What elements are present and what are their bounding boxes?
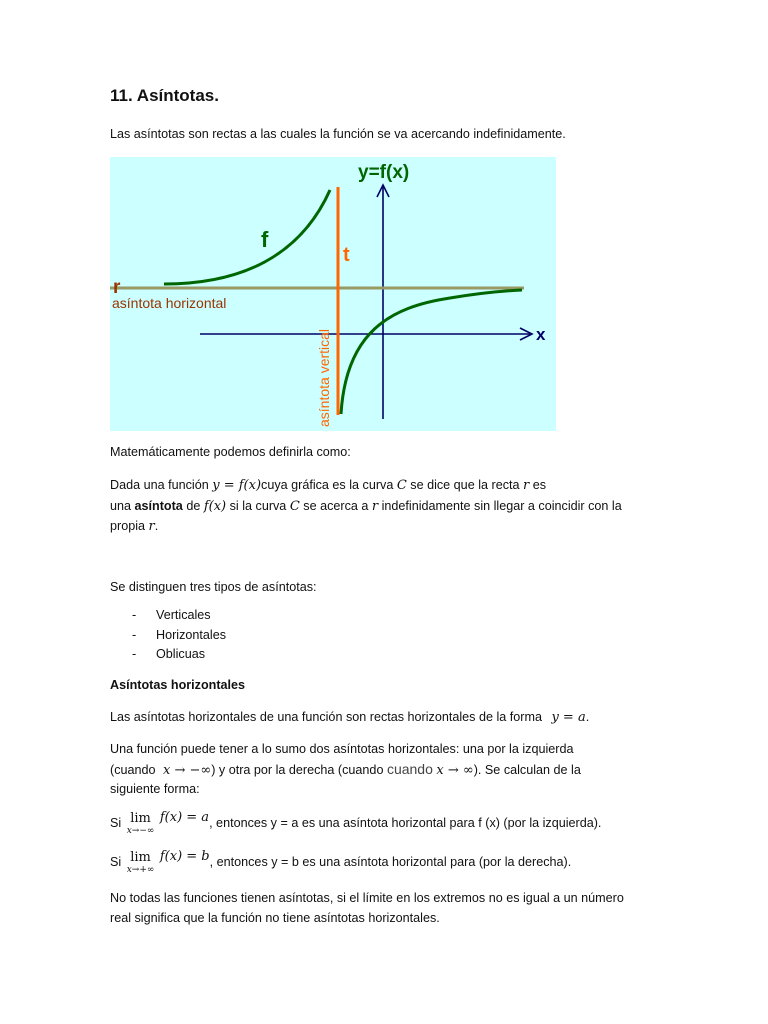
limit-right bbox=[127, 851, 155, 875]
def-text: se dice que la recta bbox=[410, 478, 520, 492]
equation-x-inf: x → ∞ bbox=[436, 763, 474, 778]
body-text: Las asíntotas horizontales de una función son rectas horizontales de la forma bbox=[110, 710, 542, 724]
list-item-label: Horizontales bbox=[156, 627, 226, 642]
def-bold-term: asíntota bbox=[134, 499, 183, 513]
intro-paragraph: Las asíntotas son rectas a las cuales la función se va acercando indefinidamente. bbox=[110, 127, 566, 141]
asymptote-figure bbox=[110, 157, 556, 431]
def-text: cuya gráfica es la curva bbox=[261, 478, 394, 492]
conclusion-line-2: real significa que la función no tiene asíntotas horizontales. bbox=[110, 911, 440, 925]
def-equation: y = f(x) bbox=[212, 478, 262, 493]
limit-left-line bbox=[110, 808, 670, 836]
body-text: cuando bbox=[386, 761, 433, 777]
def-function-symbol: f(x) bbox=[203, 499, 227, 514]
x-axis-label: x bbox=[536, 325, 546, 344]
def-curve-symbol: C bbox=[396, 478, 407, 493]
lim-word: lim bbox=[130, 849, 151, 865]
def-text: . bbox=[154, 519, 159, 533]
body-text: , entonces y = a es una asíntota horizontal para f (x) (por la izquierda). bbox=[209, 816, 602, 830]
body-text: . bbox=[585, 710, 590, 724]
vertical-asymptote-label: asíntota vertical bbox=[316, 328, 332, 427]
asymptote-graph bbox=[110, 157, 556, 431]
def-text: de bbox=[186, 499, 201, 513]
def-curve-symbol: C bbox=[289, 499, 300, 514]
conclusion-line-1: No todas las funciones tienen asíntotas, si el límite en los extremos no es igual a un número bbox=[110, 891, 624, 905]
horizontal-count-line-1: Una función puede tener a lo sumo dos asíntotas horizontales: una por la izquierda bbox=[110, 742, 574, 756]
types-intro: Se distinguen tres tipos de asíntotas: bbox=[110, 580, 317, 594]
horizontal-def bbox=[110, 707, 670, 728]
def-text: si la curva bbox=[229, 499, 287, 513]
limit-left bbox=[127, 812, 155, 836]
curve-left-branch bbox=[164, 190, 330, 284]
def-line-symbol: r bbox=[148, 519, 155, 534]
math-def-intro: Matemáticamente podemos definirla como: bbox=[110, 445, 351, 459]
section-heading: 11. Asíntotas. bbox=[110, 86, 219, 105]
body-text: ) y otra por la derecha (cuando bbox=[211, 763, 384, 777]
def-text: es bbox=[532, 478, 547, 492]
def-text: Dada una función bbox=[110, 478, 209, 492]
body-text: Si bbox=[110, 855, 122, 869]
list-item-label: Oblicuas bbox=[156, 647, 205, 661]
list-item-label: Verticales bbox=[156, 608, 211, 622]
subsection-title: Asíntotas horizontales bbox=[110, 678, 246, 692]
body-text: Si bbox=[110, 816, 122, 830]
limit-right-expr: f(x) = b bbox=[159, 849, 210, 864]
definition-line-3 bbox=[110, 516, 670, 537]
def-line-symbol: r bbox=[371, 499, 379, 514]
lim-word: lim bbox=[130, 810, 151, 826]
figure-title: y=f(x) bbox=[358, 162, 410, 183]
def-text: propia bbox=[110, 519, 146, 533]
equation-y-a: y = a bbox=[551, 710, 586, 725]
curve-label-f: f bbox=[261, 227, 269, 252]
body-text: , entonces y = b es una asíntota horizontal para (por la derecha). bbox=[209, 855, 572, 869]
definition-line-1 bbox=[110, 475, 670, 496]
horizontal-asymptote-label: asíntota horizontal bbox=[112, 295, 227, 311]
def-text: indefinidamente sin llegar a coincidir con la bbox=[381, 499, 622, 513]
body-text: (cuando bbox=[110, 763, 156, 777]
horizontal-count-line-3: siguiente forma: bbox=[110, 782, 200, 796]
vertical-label-t: t bbox=[343, 244, 350, 266]
curve-right-branch bbox=[341, 290, 522, 414]
lim-subscript: x→+∞ bbox=[126, 864, 155, 875]
horizontal-count-line-2 bbox=[110, 759, 670, 781]
def-text: una bbox=[110, 499, 132, 513]
equation-x-minus-inf: x → −∞ bbox=[163, 763, 212, 778]
lim-subscript: x→−∞ bbox=[126, 825, 155, 836]
body-text: ). Se calculan de la bbox=[473, 763, 581, 777]
limit-left-expr: f(x) = a bbox=[159, 810, 210, 825]
horizontal-label-r: r bbox=[113, 277, 121, 298]
def-line-symbol: r bbox=[523, 478, 530, 493]
definition-line-2 bbox=[110, 496, 670, 517]
def-text: se acerca a bbox=[303, 499, 369, 513]
limit-right-line bbox=[110, 847, 670, 875]
